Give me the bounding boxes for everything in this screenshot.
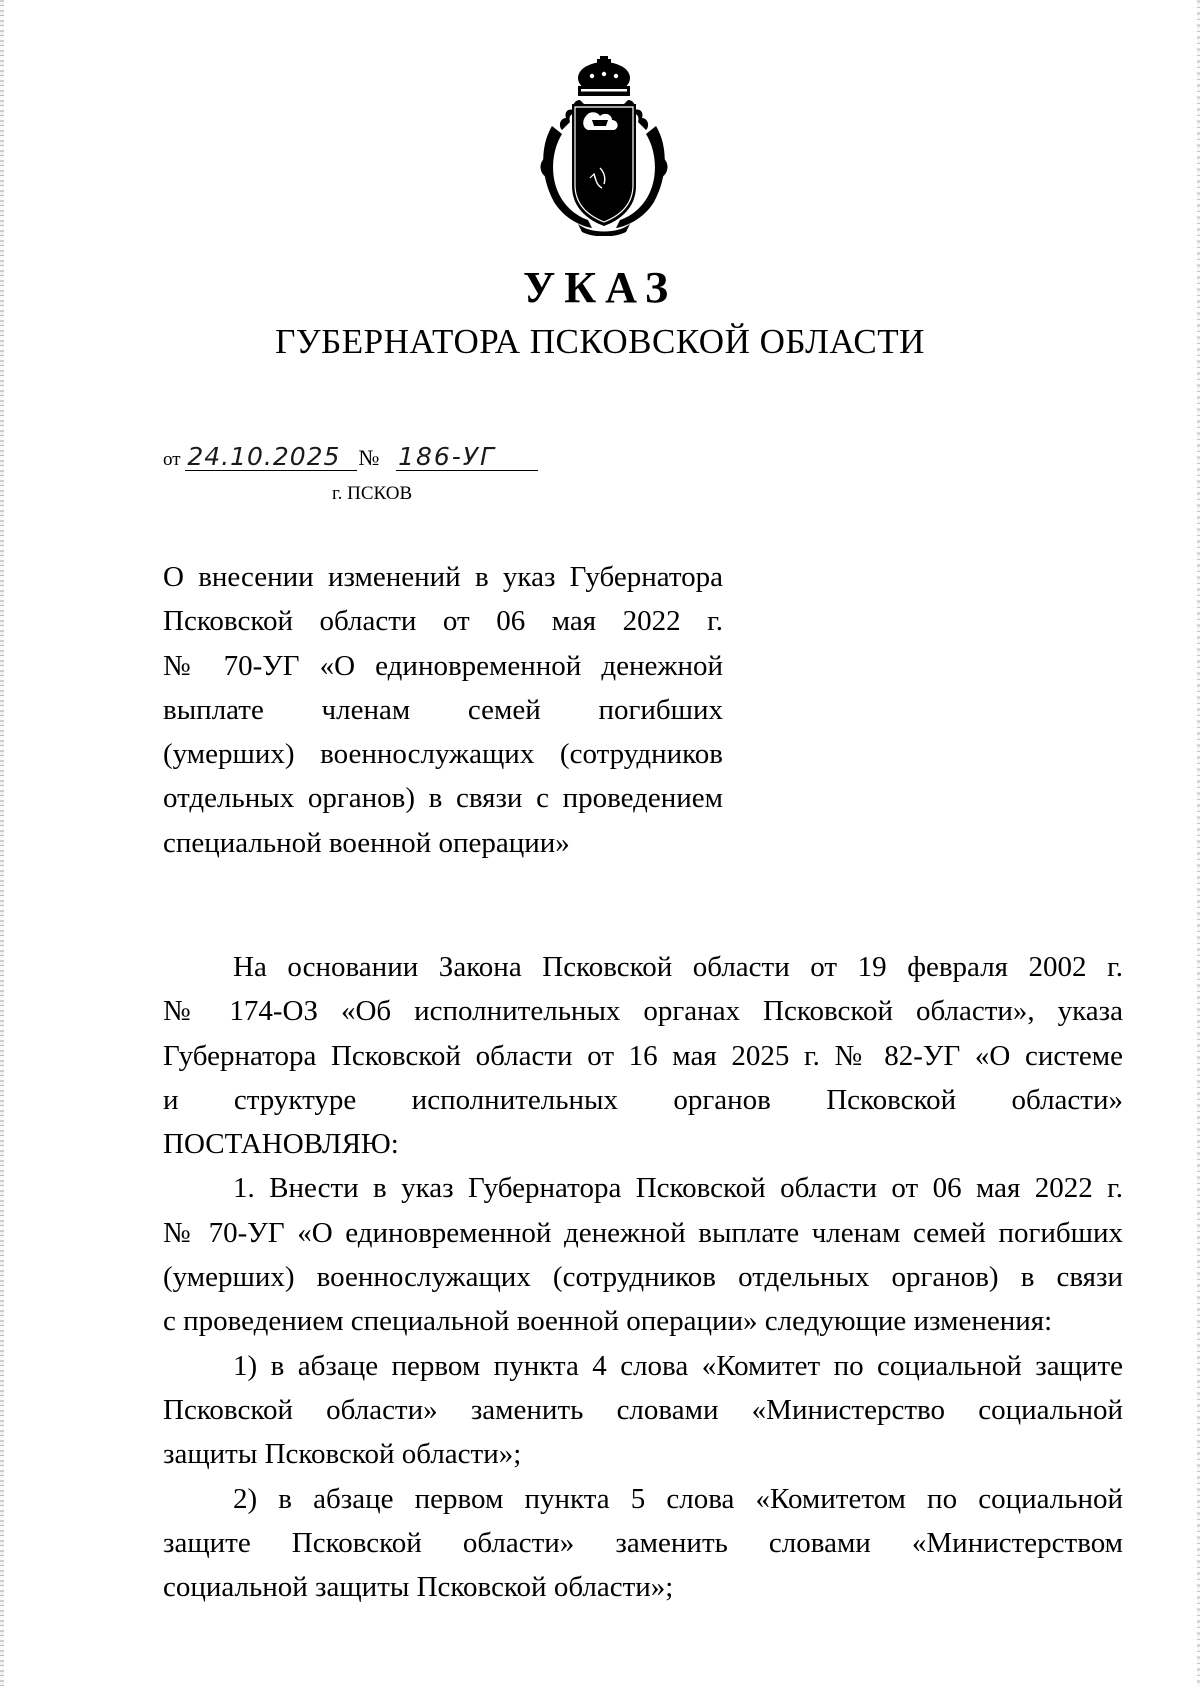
date-prefix: от — [163, 449, 181, 470]
heading-line: (умерших) военнослужащих (сотрудников — [163, 738, 723, 771]
city-label: г. ПСКОВ — [332, 483, 413, 504]
heading-line: № 70-УГ «О единовременной денежной — [163, 649, 723, 682]
handwritten-date: 24.10.2025 — [185, 444, 357, 471]
date-number-line — [163, 444, 538, 473]
heading-line: выплате членам семей погибших — [163, 693, 723, 726]
coat-of-arms-icon — [534, 56, 674, 236]
body-line: защиты Псковской области»; — [163, 1438, 522, 1471]
body-line: 1) в абзаце первом пункта 4 слова «Комитет по социальной защите — [233, 1349, 1123, 1382]
body-line: социальной защиты Псковской области»; — [163, 1571, 674, 1604]
body-line: защите Псковской области» заменить словами «Министерством — [163, 1526, 1123, 1559]
number-sign: № — [358, 445, 380, 470]
body-line: и структуре исполнительных органов Псковской области» — [163, 1083, 1123, 1116]
document-subtitle: ГУБЕРНАТОРА ПСКОВСКОЙ ОБЛАСТИ — [275, 322, 925, 361]
body-line: 2) в абзаце первом пункта 5 слова «Комитетом по социальной — [233, 1482, 1123, 1515]
body-line-decree: ПОСТАНОВЛЯЮ: — [163, 1128, 399, 1161]
document-heading — [163, 555, 723, 865]
handwritten-number: 186-УГ — [396, 444, 538, 471]
body-line: (умерших) военнослужащих (сотрудников отдельных органов) в связи — [163, 1261, 1123, 1294]
document-body — [163, 945, 1123, 1609]
heading-line: специальной военной операции» — [163, 826, 570, 859]
body-line: № 174-ОЗ «Об исполнительных органах Псковской области», указа — [163, 995, 1123, 1028]
heading-line: О внесении изменений в указ Губернатора — [163, 561, 723, 593]
heading-line: Псковской области от 06 мая 2022 г. — [163, 605, 723, 638]
document-title: УКАЗ — [522, 263, 678, 312]
heading-line: отдельных органов) в связи с проведением — [163, 782, 723, 815]
body-line: Псковской области» заменить словами «Министерство социальной — [163, 1393, 1123, 1426]
body-line: 1. Внести в указ Губернатора Псковской области от 06 мая 2022 г. — [233, 1172, 1123, 1205]
body-line: с проведением специальной военной операции» следующие изменения: — [163, 1305, 1053, 1338]
body-line: На основании Закона Псковской области от 19 февраля 2002 г. — [233, 951, 1123, 983]
body-line: № 70-УГ «О единовременной денежной выплате членам семей погибших — [163, 1216, 1123, 1249]
scan-edge-left — [0, 0, 4, 1686]
body-line: Губернатора Псковской области от 16 мая 2025 г. № 82-УГ «О системе — [163, 1039, 1123, 1072]
